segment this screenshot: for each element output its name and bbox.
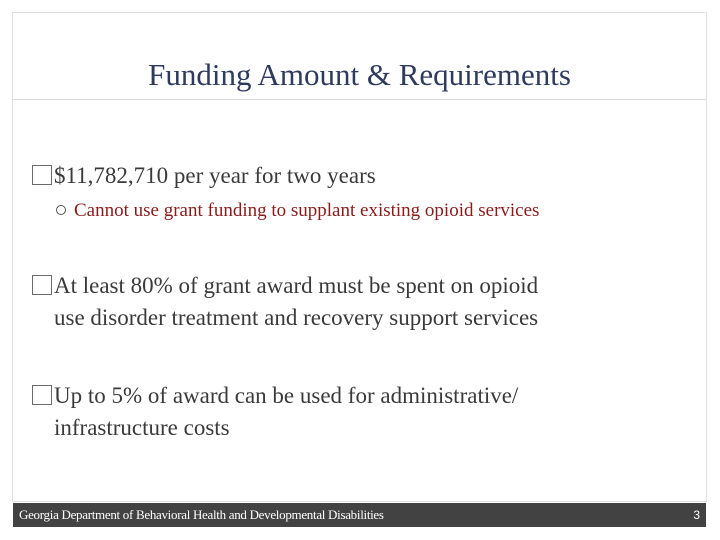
bullet-text-line2: infrastructure costs [54,415,230,440]
bullet-funding-amount [32,160,692,192]
bullet-treatment-requirement [32,270,692,334]
circle-bullet-icon [56,205,66,215]
footer-organization: Georgia Department of Behavioral Health and Developmental Disabilities [19,507,384,522]
bullet-text: $11,782,710 per year for two years [54,163,376,188]
slide-title: Funding Amount & Requirements [148,57,571,92]
bullet-text-line2: use disorder treatment and recovery support services [54,305,539,330]
bullet-text-line1: At least 80% of grant award must be spent on opioid [54,273,539,298]
sub-bullet-text: Cannot use grant funding to supplant existing opioid services [74,200,540,221]
missing-glyph-icon [32,385,52,405]
missing-glyph-icon [32,275,52,295]
missing-glyph-icon [32,165,52,185]
bullet-text-line1: Up to 5% of award can be used for administrative/ [54,383,519,408]
sub-bullet-supplant [56,198,696,224]
title-area [13,13,706,100]
bullet-admin-costs [32,380,692,444]
page-number: 3 [693,508,700,522]
footer-bar [13,503,706,527]
